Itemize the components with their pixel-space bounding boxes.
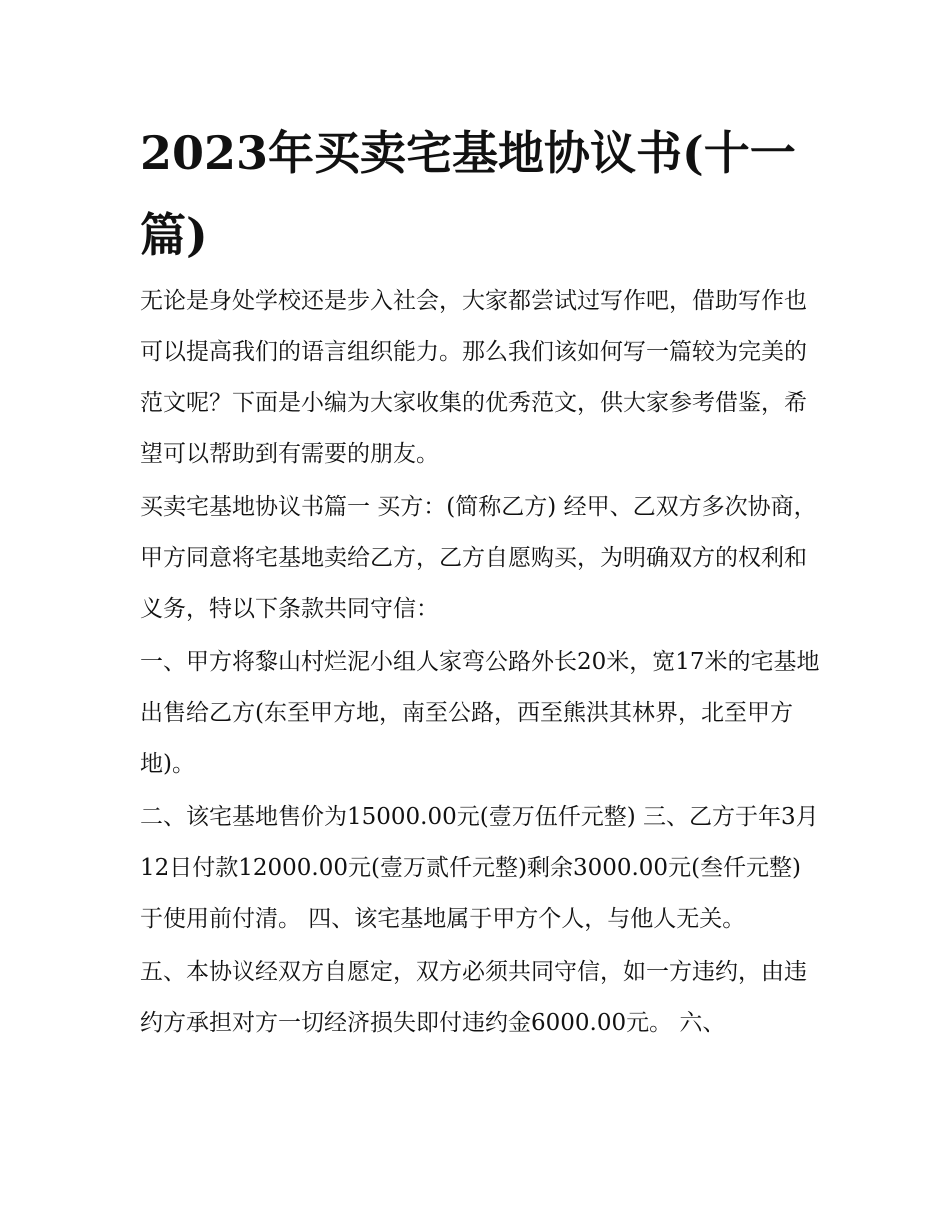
clause-paragraph-2: 二、该宅基地售价为15000.00元(壹万伍仟元整) 三、乙方于年3月12日付款12000.00元(壹万贰仟元整)剩余3000.00元(叁仟元整)于使用前付清。 四、该宅基地属于甲方个人，与他人无关。 <box>140 804 819 932</box>
clause-paragraph-3: 五、本协议经双方自愿定，双方必须共同守信，如一方违约，由违约方承担对方一切经济损失即付违约金6000.00元。 六、 <box>140 959 807 1036</box>
document-body <box>140 276 820 1049</box>
agreement-paragraph-1: 买卖宅基地协议书篇一 买方：(简称乙方) 经甲、乙双方多次协商，甲方同意将宅基地卖给乙方，乙方自愿购买，为明确双方的权利和义务，特以下条款共同守信： <box>140 494 817 622</box>
intro-paragraph: 无论是身处学校还是步入社会，大家都尝试过写作吧，借助写作也可以提高我们的语言组织能力。那么我们该如何写一篇较为完美的范文呢？下面是小编为大家收集的优秀范文，供大家参考借鉴，希望可以帮助到有需要的朋友。 <box>140 288 807 467</box>
document-title: 2023年买卖宅基地协议书(十一篇) <box>140 126 796 262</box>
clause-paragraph-1: 一、甲方将黎山村烂泥小组人家弯公路外长20米，宽17米的宅基地出售给乙方(东至甲方地，南至公路，西至熊洪其林界，北至甲方地)。 <box>140 649 820 777</box>
